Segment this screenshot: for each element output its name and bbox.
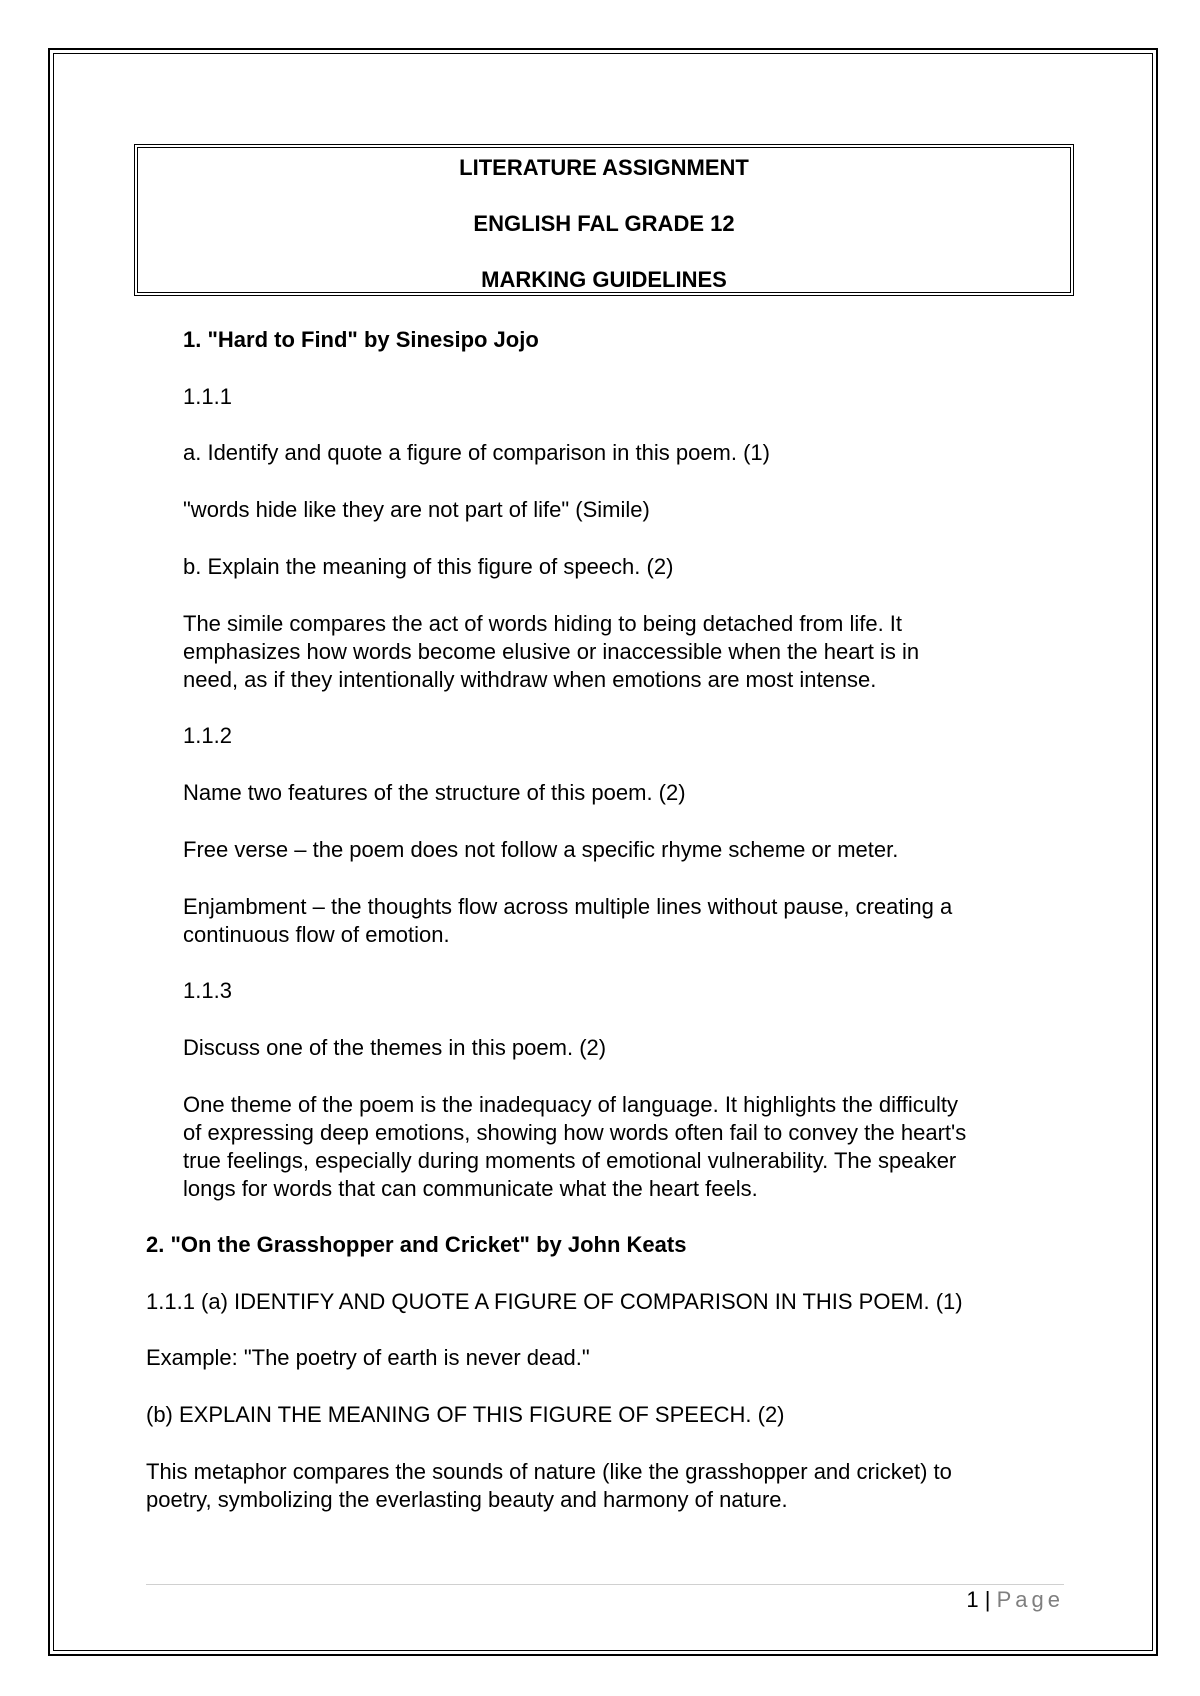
answer-1-1-3-line: One theme of the poem is the inadequacy of language. It highlights the difficulty — [183, 1092, 958, 1117]
answer-1-1-1-b-line: The simile compares the act of words hiding to being detached from life. It — [183, 611, 903, 636]
footer-separator: | — [984, 1587, 991, 1612]
question-number-1-1-3: 1.1.3 — [183, 978, 232, 1003]
section1-heading: 1. "Hard to Find" by Sinesipo Jojo — [183, 327, 539, 352]
answer-1-1-2-enjambment-line: Enjambment – the thoughts flow across multiple lines without pause, creating a — [183, 894, 953, 919]
answer-1-1-3-line: of expressing deep emotions, showing how words often fail to convey the heart's — [183, 1120, 967, 1145]
answer-1-1-1-a: "words hide like they are not part of life" (Simile) — [183, 497, 650, 522]
question-1-1-1-b: b. Explain the meaning of this figure of speech. (2) — [183, 554, 674, 579]
title-line-2: ENGLISH FAL GRADE 12 — [473, 211, 735, 236]
question-1-1-2: Name two features of the structure of this poem. (2) — [183, 780, 686, 805]
s2-answer-1-1-1-b-line: poetry, symbolizing the everlasting beauty and harmony of nature. — [146, 1487, 788, 1512]
s2-answer-1-1-1-a: Example: "The poetry of earth is never dead." — [146, 1345, 590, 1370]
answer-1-1-3-line: longs for words that can communicate what the heart feels. — [183, 1176, 758, 1201]
section2-heading: 2. "On the Grasshopper and Cricket" by John Keats — [146, 1232, 687, 1257]
title-line-1: LITERATURE ASSIGNMENT — [459, 155, 749, 180]
page-number: 1 — [966, 1587, 979, 1612]
title-box — [137, 147, 1071, 293]
footer-rule — [146, 1584, 1064, 1585]
s2-answer-1-1-1-b-line: This metaphor compares the sounds of nature (like the grasshopper and cricket) to — [146, 1459, 952, 1484]
s2-question-1-1-1-a: 1.1.1 (a) IDENTIFY AND QUOTE A FIGURE OF COMPARISON IN THIS POEM. (1) — [146, 1289, 963, 1314]
page-footer — [966, 1586, 1064, 1614]
s2-question-1-1-1-b: (b) EXPLAIN THE MEANING OF THIS FIGURE OF SPEECH. (2) — [146, 1402, 785, 1427]
question-number-1-1-2: 1.1.2 — [183, 723, 232, 748]
question-1-1-1-a: a. Identify and quote a figure of comparison in this poem. (1) — [183, 440, 770, 465]
answer-1-1-3-line: true feelings, especially during moments of emotional vulnerability. The speaker — [183, 1148, 957, 1173]
title-line-3: MARKING GUIDELINES — [481, 267, 727, 292]
page-label: Page — [996, 1587, 1064, 1612]
answer-1-1-2-free-verse: Free verse – the poem does not follow a specific rhyme scheme or meter. — [183, 837, 899, 862]
answer-1-1-1-b-line: emphasizes how words become elusive or inaccessible when the heart is in — [183, 639, 920, 664]
question-1-1-3: Discuss one of the themes in this poem. (2) — [183, 1035, 607, 1060]
answer-1-1-2-enjambment-line: continuous flow of emotion. — [183, 922, 450, 947]
answer-1-1-1-b-line: need, as if they intentionally withdraw when emotions are most intense. — [183, 667, 877, 692]
question-number-1-1-1: 1.1.1 — [183, 384, 232, 409]
